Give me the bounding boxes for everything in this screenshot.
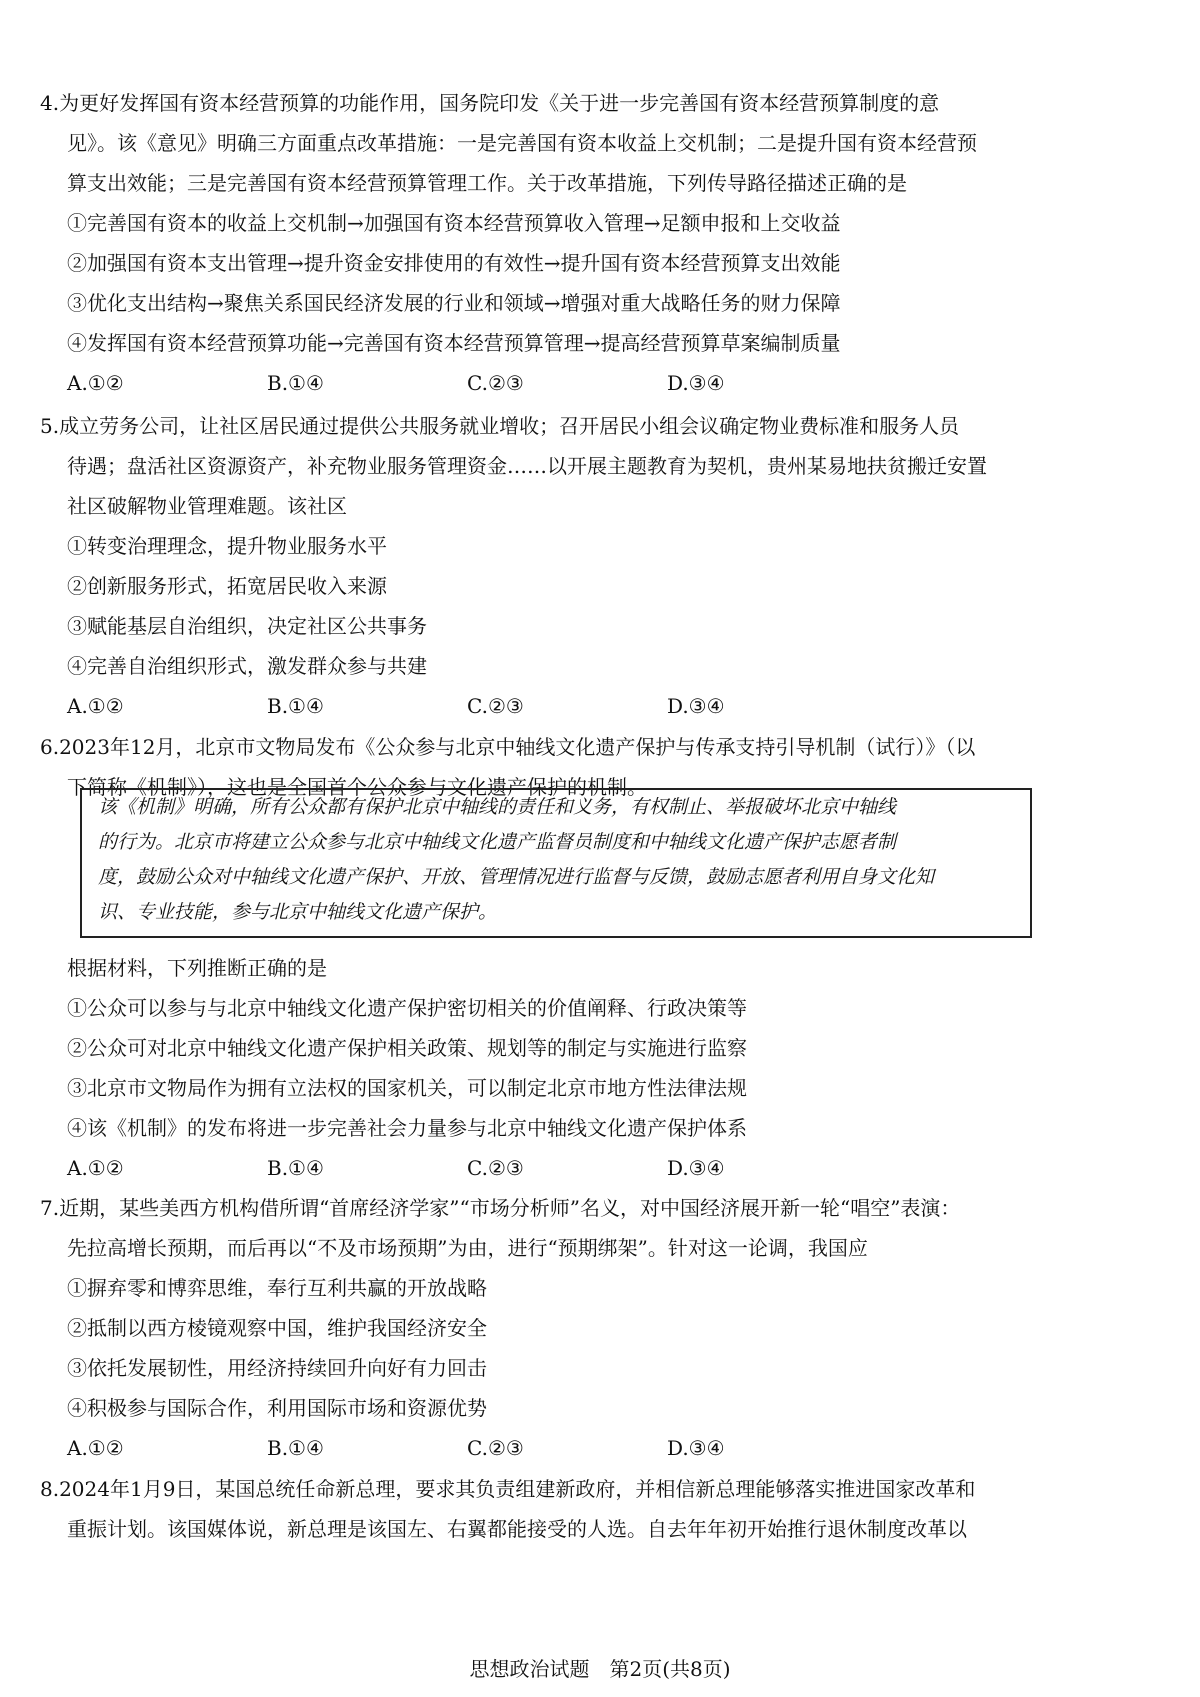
- choice-d: D.③④: [667, 694, 725, 718]
- question-stem-line: 算支出效能；三是完善国有资本经营预算管理工作。关于改革措施，下列传导路径描述正确的是: [67, 171, 907, 195]
- question-stem-line: 重振计划。该国媒体说，新总理是该国左、右翼都能接受的人选。自去年年初开始推行退休制度改革以: [67, 1517, 967, 1541]
- option-statement: ③赋能基层自治组织，决定社区公共事务: [67, 614, 427, 638]
- option-statement: ①转变治理理念，提升物业服务水平: [67, 534, 387, 558]
- option-statement: ④该《机制》的发布将进一步完善社会力量参与北京中轴线文化遗产保护体系: [67, 1116, 747, 1140]
- question-7: [40, 1188, 1060, 1468]
- choice-b: B.①④: [267, 1436, 324, 1460]
- option-statement: ④发挥国有资本经营预算功能→完善国有资本经营预算管理→提高经营预算草案编制质量: [67, 331, 841, 355]
- option-statement: ④完善自治组织形式，激发群众参与共建: [67, 654, 427, 678]
- question-6-options: [40, 948, 1060, 1188]
- option-statement: ①公众可以参与与北京中轴线文化遗产保护密切相关的价值阐释、行政决策等: [67, 996, 747, 1020]
- choice-d: D.③④: [667, 371, 725, 395]
- option-statement: ③依托发展韧性，用经济持续回升向好有力回击: [67, 1356, 487, 1380]
- question-stem-line: 待遇；盘活社区资源资产，补充物业服务管理资金……以开展主题教育为契机，贵州某易地扶贫搬迁安置: [67, 454, 987, 478]
- choice-d: D.③④: [667, 1436, 725, 1460]
- option-statement: ①完善国有资本的收益上交机制→加强国有资本经营预算收入管理→足额申报和上交收益: [67, 211, 841, 235]
- choice-c: C.②③: [467, 1156, 524, 1180]
- option-statement: ③北京市文物局作为拥有立法权的国家机关，可以制定北京市地方性法律法规: [67, 1076, 747, 1100]
- question-stem-line: 4.为更好发挥国有资本经营预算的功能作用，国务院印发《关于进一步完善国有资本经营预算制度的意: [40, 91, 940, 115]
- question-stem-line: 6.2023年12月，北京市文物局发布《公众参与北京中轴线文化遗产保护与传承支持引导机制（试行）》（以: [40, 735, 976, 759]
- choice-c: C.②③: [467, 371, 524, 395]
- option-statement: ②加强国有资本支出管理→提升资金安排使用的有效性→提升国有资本经营预算支出效能: [67, 251, 841, 275]
- question-stem-line: 5.成立劳务公司，让社区居民通过提供公共服务就业增收；召开居民小组会议确定物业费标准和服务人员: [40, 414, 960, 438]
- question-stem-line: 社区破解物业管理难题。该社区: [67, 494, 347, 518]
- choice-b: B.①④: [267, 371, 324, 395]
- question-stem-line: 下简称《机制》），这也是全国首个公众参与文化遗产保护的机制。: [67, 775, 647, 799]
- option-statement: ①摒弃零和博弈思维，奉行互利共赢的开放战略: [67, 1276, 487, 1300]
- option-statement: ②抵制以西方棱镜观察中国，维护我国经济安全: [67, 1316, 487, 1340]
- option-statement: ②创新服务形式，拓宽居民收入来源: [67, 574, 387, 598]
- choice-b: B.①④: [267, 1156, 324, 1180]
- choice-a: A.①②: [67, 1436, 124, 1460]
- answer-choices: [40, 363, 1060, 403]
- question-stem-line: 见》。该《意见》明确三方面重点改革措施：一是完善国有资本收益上交机制；二是提升国有资本经营预: [67, 131, 977, 155]
- question-5: [40, 406, 1060, 726]
- answer-choices: [40, 686, 1060, 726]
- choice-c: C.②③: [467, 1436, 524, 1460]
- material-line: 该《机制》明确，所有公众都有保护北京中轴线的责任和义务，有权制止、举报破坏北京中轴线: [98, 796, 897, 818]
- material-box: [80, 788, 1032, 938]
- material-line: 度，鼓励公众对中轴线文化遗产保护、开放、管理情况进行监督与反馈，鼓励志愿者利用自身文化知: [98, 866, 935, 888]
- answer-choices: [40, 1148, 1060, 1188]
- choice-a: A.①②: [67, 1156, 124, 1180]
- material-line: 的行为。北京市将建立公众参与北京中轴线文化遗产监督员制度和中轴线文化遗产保护志愿者制: [98, 831, 897, 853]
- material-line: 识、专业技能，参与北京中轴线文化遗产保护。: [98, 901, 498, 923]
- question-stem-line: 7.近期，某些美西方机构借所谓“首席经济学家”“市场分析师”名义，对中国经济展开新一轮“唱空”表演：: [40, 1196, 961, 1220]
- question-4: [40, 83, 1060, 403]
- answer-choices: [40, 1428, 1060, 1468]
- option-statement: ③优化支出结构→聚焦关系国民经济发展的行业和领域→增强对重大战略任务的财力保障: [67, 291, 841, 315]
- page-footer: 思想政治试题 第2页(共8页): [469, 1657, 731, 1681]
- option-statement: ④积极参与国际合作，利用国际市场和资源优势: [67, 1396, 487, 1420]
- question-stem-line: 8.2024年1月9日，某国总统任命新总理，要求其负责组建新政府，并相信新总理能够落实推进国家改革和: [40, 1477, 976, 1501]
- question-stem-line: 先拉高增长预期，而后再以“不及市场预期”为由，进行“预期绑架”。针对这一论调，我国应: [67, 1236, 868, 1260]
- choice-d: D.③④: [667, 1156, 725, 1180]
- question-prompt: 根据材料，下列推断正确的是: [67, 956, 327, 980]
- choice-c: C.②③: [467, 694, 524, 718]
- choice-a: A.①②: [67, 371, 124, 395]
- choice-b: B.①④: [267, 694, 324, 718]
- choice-a: A.①②: [67, 694, 124, 718]
- question-8: [40, 1469, 1060, 1549]
- option-statement: ②公众可对北京中轴线文化遗产保护相关政策、规划等的制定与实施进行监察: [67, 1036, 747, 1060]
